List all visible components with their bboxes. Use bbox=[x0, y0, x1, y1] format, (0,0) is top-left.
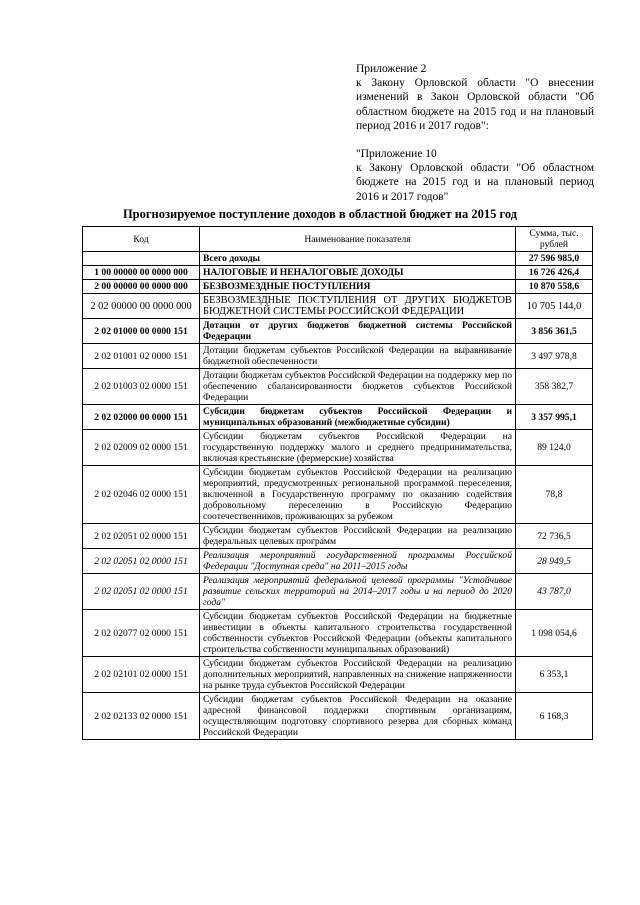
table-row bbox=[83, 524, 593, 549]
row-sum: 3 497 978,8 bbox=[516, 344, 593, 369]
row-name: Субсидии бюджетам субъектов Российской Федерации на оказание адресной финансовой поддержки спортивным организациям, осуществляющим подготовку спортивного резерва для сборных команд Российской Федерации bbox=[200, 693, 516, 740]
row-name: Субсидии бюджетам субъектов Российской Федерации на реализацию мероприятий, предусмотренных региональной программой переселения, включенной в Государственную программу по оказанию содействия добровольному переселению в Российскую Федерацию соотечественников, проживающих за рубежом bbox=[200, 466, 516, 524]
header-sum: Сумма, тыс. рублей bbox=[516, 227, 593, 252]
table-row bbox=[83, 693, 593, 740]
appendix-2-header bbox=[356, 62, 594, 133]
row-name: Дотации бюджетам субъектов Российской Федерации на выравнивание бюджетной обеспеченности bbox=[200, 344, 516, 369]
appendix-2-text: к Закону Орловской области "О внесении изменений в Закон Орловской области "Об областном бюджете на 2015 год и на плановый период 2016 и 2017 годов": bbox=[356, 77, 594, 132]
revenue-table bbox=[82, 226, 593, 740]
header-name: Наименование показателя bbox=[200, 227, 516, 252]
appendix-10-header bbox=[356, 147, 594, 204]
row-sum: 72 736,5 bbox=[516, 524, 593, 549]
row-name: Субсидии бюджетам субъектов Российской Федерации на государственную поддержку малого и среднего предпринимательства, включая крестьянские (фермерские) хозяйства bbox=[200, 430, 516, 466]
row-sum: 27 596 985,0 bbox=[516, 252, 593, 266]
appendix-2-title: Приложение 2 bbox=[356, 63, 427, 75]
table-row bbox=[83, 369, 593, 405]
row-name: Дотации от других бюджетов бюджетной системы Российской Федерации bbox=[200, 319, 516, 344]
table-row bbox=[83, 252, 593, 266]
table-row bbox=[83, 549, 593, 574]
row-code: 2 02 02046 02 0000 151 bbox=[83, 466, 200, 524]
row-name: Реализация мероприятий государственной программы Российской Федерации "Доступная среда" на 2011–2015 годы bbox=[200, 549, 516, 574]
row-code: 2 00 00000 00 0000 000 bbox=[83, 280, 200, 294]
row-code: 2 02 01001 02 0000 151 bbox=[83, 344, 200, 369]
table-row bbox=[83, 466, 593, 524]
table-row bbox=[83, 610, 593, 657]
row-code: 2 02 02000 00 0000 151 bbox=[83, 405, 200, 430]
row-code: 2 02 01000 00 0000 151 bbox=[83, 319, 200, 344]
table-row bbox=[83, 294, 593, 319]
row-code: 2 02 01003 02 0000 151 bbox=[83, 369, 200, 405]
appendix-10-text: к Закону Орловской области "Об областном бюджете на 2015 год и на плановый период 2016 и 2017 годов" bbox=[356, 162, 594, 203]
row-sum: 6 168,3 bbox=[516, 693, 593, 740]
row-name: Субсидии бюджетам субъектов Российской Федерации на реализацию дополнительных мероприятий, направленных на снижение напряженности на рынке труда субъектов Российской Федерации bbox=[200, 657, 516, 693]
row-name: Дотации бюджетам субъектов Российской Федерации на поддержку мер по обеспечению сбалансированности бюджетов субъектов Российской Федерации bbox=[200, 369, 516, 405]
table-row bbox=[83, 266, 593, 280]
row-sum: 78,8 bbox=[516, 466, 593, 524]
appendix-10-title: "Приложение 10 bbox=[356, 148, 437, 160]
row-sum: 3 856 361,5 bbox=[516, 319, 593, 344]
row-name: Субсидии бюджетам субъектов Российской Федерации на реализацию федеральных целевых программ bbox=[200, 524, 516, 549]
row-sum: 6 353,1 bbox=[516, 657, 593, 693]
row-code: 2 02 00000 00 0000 000 bbox=[83, 294, 200, 319]
row-code: 1 00 00000 00 0000 000 bbox=[83, 266, 200, 280]
row-sum: 3 357 995,1 bbox=[516, 405, 593, 430]
row-name: Реализация мероприятий федеральной целевой программы "Устойчивое развитие сельских территорий на 2014–2017 годы и на период до 2020 года" bbox=[200, 574, 516, 610]
row-sum: 43 787,0 bbox=[516, 574, 593, 610]
row-sum: 10 705 144,0 bbox=[516, 294, 593, 319]
table-row bbox=[83, 319, 593, 344]
row-sum: 1 098 054,6 bbox=[516, 610, 593, 657]
row-name: Субсидии бюджетам субъектов Российской Федерации и муниципальных образований (межбюджетные субсидии) bbox=[200, 405, 516, 430]
row-sum: 10 870 558,6 bbox=[516, 280, 593, 294]
row-sum: 28 949,5 bbox=[516, 549, 593, 574]
table-row bbox=[83, 430, 593, 466]
table-header-row bbox=[83, 227, 593, 252]
row-code: 2 02 02009 02 0000 151 bbox=[83, 430, 200, 466]
row-code: 2 02 02051 02 0000 151 bbox=[83, 524, 200, 549]
table-row bbox=[83, 657, 593, 693]
row-sum: 16 726 426,4 bbox=[516, 266, 593, 280]
row-name: Субсидии бюджетам субъектов Российской Федерации на бюджетные инвестиции в объекты капитального строительства государственной собственности субъектов Российской Федерации (объекты капитального строительства собственности муниципальных образований) bbox=[200, 610, 516, 657]
document-title: Прогнозируемое поступление доходов в областной бюджет на 2015 год bbox=[122, 207, 518, 221]
row-sum: 358 382,7 bbox=[516, 369, 593, 405]
header-code: Код bbox=[83, 227, 200, 252]
row-code: 2 02 02051 02 0000 151 bbox=[83, 549, 200, 574]
row-name: Всего доходы bbox=[200, 252, 516, 266]
row-code: 2 02 02133 02 0000 151 bbox=[83, 693, 200, 740]
table-row bbox=[83, 574, 593, 610]
row-code: 2 02 02077 02 0000 151 bbox=[83, 610, 200, 657]
row-code bbox=[83, 252, 200, 266]
table-row bbox=[83, 344, 593, 369]
row-name: БЕЗВОЗМЕЗДНЫЕ ПОСТУПЛЕНИЯ bbox=[200, 280, 516, 294]
row-name: НАЛОГОВЫЕ И НЕНАЛОГОВЫЕ ДОХОДЫ bbox=[200, 266, 516, 280]
table-row bbox=[83, 280, 593, 294]
row-code: 2 02 02101 02 0000 151 bbox=[83, 657, 200, 693]
row-code: 2 02 02051 02 0000 151 bbox=[83, 574, 200, 610]
row-sum: 89 124,0 bbox=[516, 430, 593, 466]
row-name: БЕЗВОЗМЕЗДНЫЕ ПОСТУПЛЕНИЯ ОТ ДРУГИХ БЮДЖЕТОВ БЮДЖЕТНОЙ СИСТЕМЫ РОССИЙСКОЙ ФЕДЕРАЦИИ bbox=[200, 294, 516, 319]
table-row bbox=[83, 405, 593, 430]
